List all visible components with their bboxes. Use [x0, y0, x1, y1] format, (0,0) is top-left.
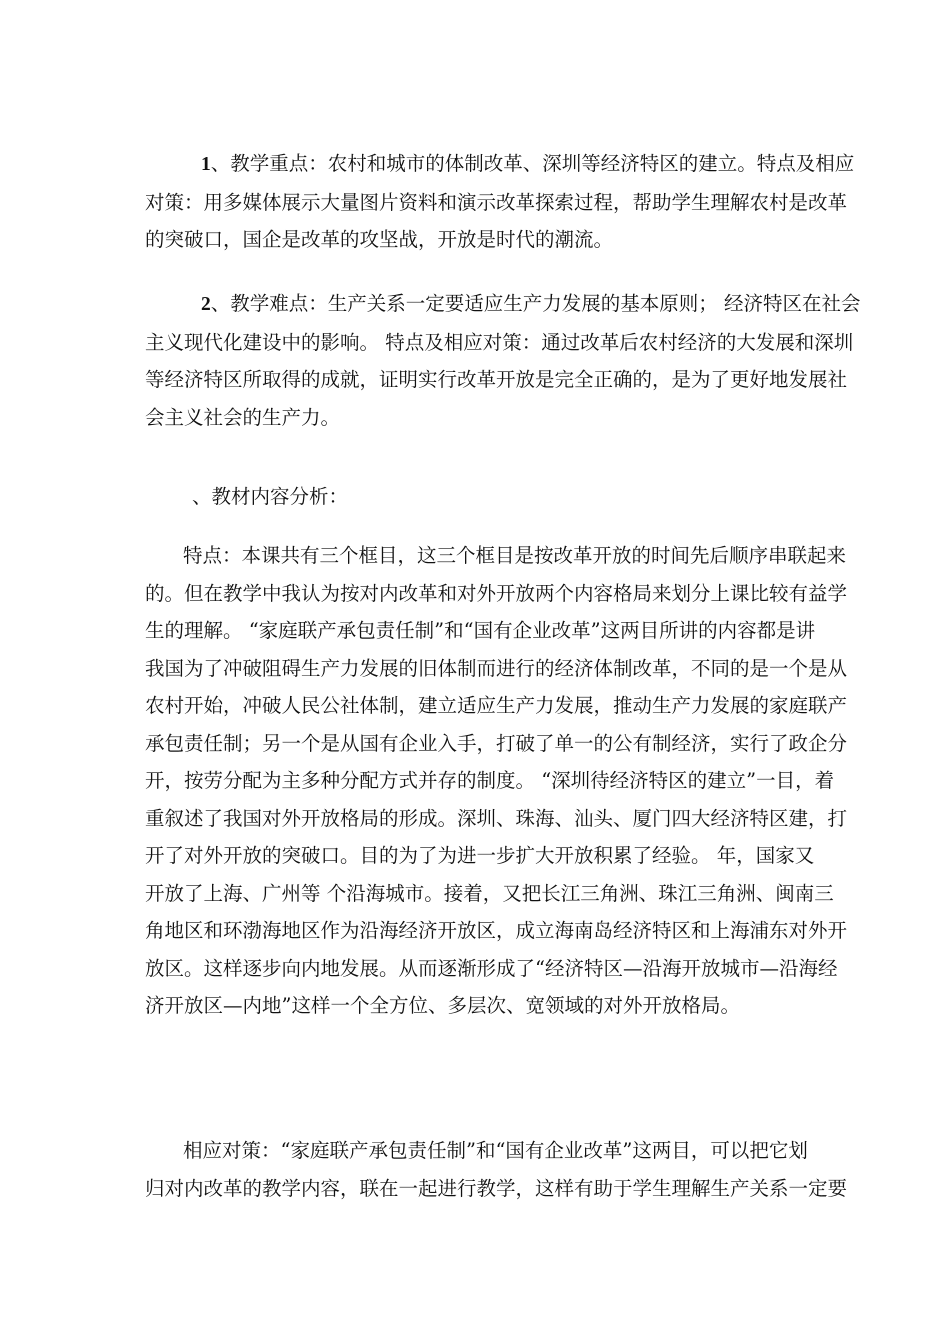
text-line: 归对内改革的教学内容，联在一起进行教学，这样有助于学生理解生产关系一定要 [145, 1176, 848, 1200]
text-line: 济开放区—内地”这样一个全方位、多层次、宽领域的对外开放格局。 [145, 994, 740, 1017]
text-line: 农村开始，冲破人民公社体制，建立适应生产力发展，推动生产力发展的家庭联产 [145, 694, 848, 717]
text-line: 、教材内容分析： [192, 485, 349, 508]
paragraph-teaching-difficult-point [145, 285, 861, 436]
text-line: 相应对策：“家庭联产承包责任制”和“国有企业改革”这两目，可以把它划 [183, 1139, 808, 1162]
text-line: 生的理解。 “家庭联产承包责任制”和“国有企业改革”这两目所讲的内容都是讲 [145, 619, 816, 642]
text-line: 承包责任制；另一个是从国有企业入手，打破了单一的公有制经济，实行了政企分 [145, 731, 848, 755]
text-line: 开了对外开放的突破口。目的为了为进一步扩大开放积累了经验。 年，国家又 [145, 844, 815, 867]
text-line: 特点：本课共有三个框目，这三个框目是按改革开放的时间先后顺序串联起来 [183, 544, 847, 567]
paragraph-countermeasures [145, 1132, 848, 1207]
text-line: 开，按劳分配为主多种分配方式并存的制度。 “深圳待经济特区的建立”一目，着 [145, 769, 835, 792]
item-number: 2 [201, 294, 211, 315]
text-line: 对策：用多媒体展示大量图片资料和演示改革探索过程，帮助学生理解农村是改革 [145, 190, 848, 214]
text-line: 会主义社会的生产力。 [145, 405, 341, 429]
text-line: 我国为了冲破阻碍生产力发展的旧体制而进行的经济体制改革，不同的是一个是从 [145, 656, 848, 680]
text-line: 等经济特区所取得的成就，证明实行改革开放是完全正确的，是为了更好地发展社 [145, 368, 848, 391]
text-line: 1、教学重点：农村和城市的体制改革、深圳等经济特区的建立。特点及相应 [201, 152, 855, 175]
text-line: 角地区和环渤海地区作为沿海经济开放区，成立海南岛经济特区和上海浦东对外开 [145, 919, 848, 942]
paragraph-teaching-key-point [145, 145, 855, 259]
text-line: 主义现代化建设中的影响。 特点及相应对策：通过改革后农村经济的大发展和深圳 [145, 330, 854, 354]
text-line: 放区。这样逐步向内地发展。从而逐渐形成了“经济特区—沿海开放城市—沿海经 [145, 956, 838, 980]
text-line: 重叙述了我国对外开放格局的形成。深圳、珠海、汕头、厦门四大经济特区建，打 [145, 806, 848, 830]
text-line: 的突破口，国企是改革的攻坚战，开放是时代的潮流。 [145, 228, 614, 251]
section-heading-textbook-analysis [145, 478, 840, 516]
paragraph-features [145, 537, 848, 1025]
item-number: 1 [201, 154, 211, 175]
text-line: 2、教学难点：生产关系一定要适应生产力发展的基本原则； 经济特区在社会 [201, 292, 861, 315]
text-line: 开放了上海、广州等 个沿海城市。接着，又把长江三角洲、珠江三角洲、闽南三 [145, 881, 834, 905]
text-line: 的。但在教学中我认为按对内改革和对外开放两个内容格局来划分上课比较有益学 [145, 581, 848, 605]
